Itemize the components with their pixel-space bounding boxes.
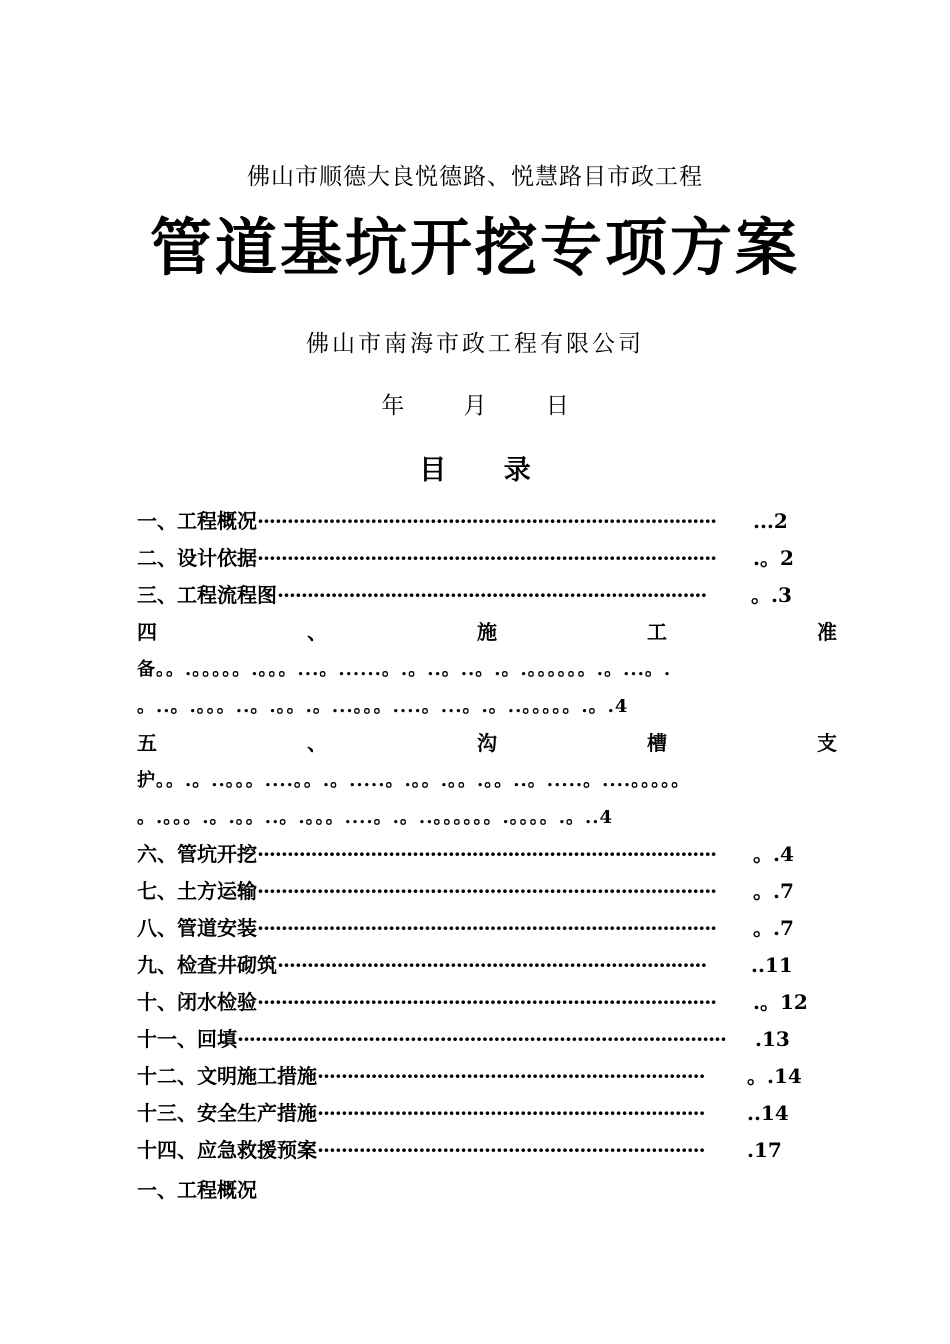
toc-entry-label: 十四、应急救援预案 bbox=[137, 1138, 317, 1162]
toc-entry-label: 十一、回填 bbox=[137, 1027, 237, 1051]
toc-page-number: 。.4 bbox=[753, 842, 794, 866]
toc-entry-label: 二、设计依据 bbox=[137, 546, 257, 570]
toc-leader: ································································· bbox=[317, 1101, 705, 1125]
section-heading: 一、工程概况 bbox=[137, 1178, 257, 1202]
date-year: 年 bbox=[381, 393, 405, 419]
toc-char: 施 bbox=[477, 620, 497, 644]
date-month: 月 bbox=[463, 393, 487, 419]
toc-entry[interactable] bbox=[137, 873, 837, 910]
toc-leader: ·················································································· bbox=[237, 1027, 726, 1051]
toc-char: 四 bbox=[137, 620, 157, 644]
toc-page-number: 。.14 bbox=[747, 1064, 802, 1088]
toc-char: 槽 bbox=[647, 731, 667, 755]
toc-entry[interactable] bbox=[137, 910, 837, 947]
toc-entry-label: 七、土方运输 bbox=[137, 879, 257, 903]
toc-leader: 。.。。。.。.。。..。.。。。....。.。..。。。。。。.。。。。.。..4 bbox=[137, 807, 614, 828]
toc-entry-item4-line2 bbox=[137, 651, 837, 688]
toc-entry-label: 六、管坑开挖 bbox=[137, 842, 257, 866]
toc-title-right: 录 bbox=[503, 455, 531, 486]
toc-entry-label: 九、检查井砌筑 bbox=[137, 953, 277, 977]
toc-entry-item5-line1[interactable] bbox=[137, 725, 837, 762]
toc-title-left: 目 bbox=[419, 455, 447, 486]
toc-entry-label: 八、管道安装 bbox=[137, 916, 257, 940]
toc-page-number: .13 bbox=[755, 1027, 790, 1051]
toc-leader: 护。。.。..。。。....。。.。.....。.。。.。。.。。..。.....。....。。。。。 bbox=[137, 770, 691, 791]
toc-page-number: ..11 bbox=[751, 953, 793, 977]
toc-entry[interactable] bbox=[137, 836, 837, 873]
toc-entry-item5-line3 bbox=[137, 799, 837, 836]
toc-entry-label: 一、工程概况 bbox=[137, 509, 257, 533]
toc-leader: 备。。.。。。。。.。。。...。......。.。..。..。.。.。。。。。。.。...。. bbox=[137, 659, 672, 680]
company-name: 佛山市南海市政工程有限公司 bbox=[306, 331, 644, 357]
toc-entry-item4-line3 bbox=[137, 688, 837, 725]
toc-leader: ········································································ bbox=[277, 953, 707, 977]
toc-leader: ············································································· bbox=[257, 509, 717, 533]
toc-page-number: 。.7 bbox=[753, 916, 794, 940]
toc-entry[interactable] bbox=[137, 1021, 837, 1058]
toc-char: 沟 bbox=[477, 731, 497, 755]
toc-leader: 。..。.。。。..。.。。.。...。。。....。...。.。..。。。。。.。.4 bbox=[137, 696, 629, 717]
toc-entry-item4-line1[interactable] bbox=[137, 614, 837, 651]
toc-entry[interactable] bbox=[137, 577, 837, 614]
toc-entry-label: 十三、安全生产措施 bbox=[137, 1101, 317, 1125]
toc-entry[interactable] bbox=[137, 1058, 837, 1095]
toc-page-number: .。12 bbox=[753, 990, 808, 1014]
date-line bbox=[0, 387, 950, 420]
toc-leader: ············································································· bbox=[257, 916, 717, 940]
project-subtitle: 佛山市顺德大良悦德路、悦慧路目市政工程 bbox=[247, 164, 703, 190]
toc-entry-label: 十二、文明施工措施 bbox=[137, 1064, 317, 1088]
toc-page-number: ...2 bbox=[753, 509, 788, 533]
toc-leader: ································································· bbox=[317, 1064, 705, 1088]
toc-entry[interactable] bbox=[137, 1095, 837, 1132]
toc-page-number: ..14 bbox=[747, 1101, 789, 1125]
toc-char: 、 bbox=[307, 731, 327, 755]
toc-char: 工 bbox=[647, 620, 667, 644]
toc-page-number: 。.7 bbox=[753, 879, 794, 903]
toc-entry[interactable] bbox=[137, 503, 837, 540]
toc-page-number: .。2 bbox=[753, 546, 794, 570]
toc-entry[interactable] bbox=[137, 947, 837, 984]
toc-leader: ············································································· bbox=[257, 546, 717, 570]
toc-entry[interactable] bbox=[137, 1132, 837, 1169]
toc-char: 五 bbox=[137, 731, 157, 755]
toc-entry[interactable] bbox=[137, 984, 837, 1021]
toc-char: 支 bbox=[817, 731, 837, 755]
date-day: 日 bbox=[545, 393, 569, 419]
toc-leader: ································································· bbox=[317, 1138, 705, 1162]
toc-page-number: 。.3 bbox=[751, 583, 792, 607]
toc-title bbox=[0, 448, 950, 487]
toc-entry-item5-line2 bbox=[137, 762, 837, 799]
toc-entry[interactable] bbox=[137, 540, 837, 577]
toc-leader: ············································································· bbox=[257, 842, 717, 866]
toc-entry-label: 十、闭水检验 bbox=[137, 990, 257, 1014]
toc-leader: ········································································ bbox=[277, 583, 707, 607]
document-title: 管道基坑开挖专项方案 bbox=[149, 211, 800, 284]
toc-char: 、 bbox=[307, 620, 327, 644]
toc-leader: ············································································· bbox=[257, 879, 717, 903]
toc-leader: ············································································· bbox=[257, 990, 717, 1014]
toc-page-number: .17 bbox=[747, 1138, 782, 1162]
toc-char: 准 bbox=[817, 620, 837, 644]
toc-entry-label: 三、工程流程图 bbox=[137, 583, 277, 607]
table-of-contents bbox=[137, 503, 837, 1169]
